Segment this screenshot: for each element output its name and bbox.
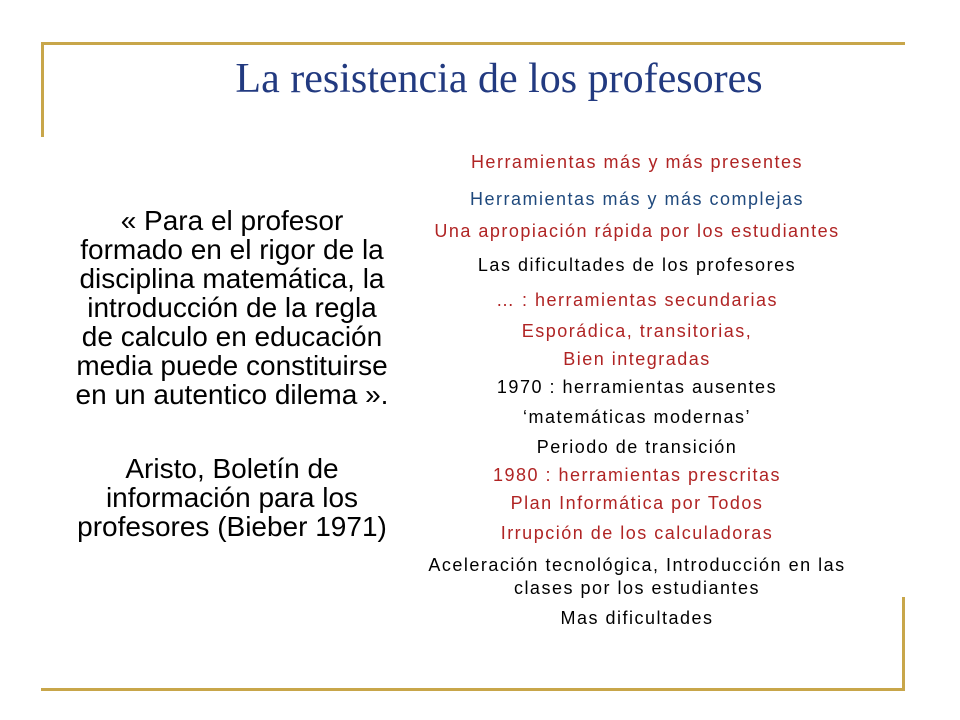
slide-title: La resistencia de los profesores <box>235 56 763 102</box>
point-item: Herramientas más y más complejas <box>469 189 805 209</box>
citation-line: Aristo, Boletín de <box>125 453 339 484</box>
point-item: Una apropiación rápida por los estudiantes <box>434 221 840 241</box>
point-item: Plan Informática por Todos <box>510 493 764 513</box>
right-rule <box>902 597 905 691</box>
quote-line: formado en el rigor de la <box>80 234 384 265</box>
quote-block <box>52 206 412 409</box>
point-item: 1980 : herramientas prescritas <box>492 465 782 485</box>
point-item: Mas dificultades <box>560 608 714 628</box>
point-item: ‘matemáticas modernas’ <box>522 407 752 427</box>
quote-line: de calculo en educación <box>81 321 383 352</box>
point-item: … : herramientas secundarias <box>495 290 779 310</box>
point-item: Las dificultades de los profesores <box>477 255 797 275</box>
quote-line: introducción de la regla <box>87 292 377 323</box>
points-list <box>412 0 862 720</box>
point-item: Herramientas más y más presentes <box>470 152 804 172</box>
citation-line: profesores (Bieber 1971) <box>77 511 387 542</box>
point-item: Aceleración tecnológica, Introducción en las clases por los estudiantes <box>428 555 846 598</box>
point-item: 1970 : herramientas ausentes <box>496 377 778 397</box>
citation-line: información para los <box>105 482 359 513</box>
citation-block <box>52 454 412 541</box>
point-item: Bien integradas <box>563 349 711 369</box>
point-item: Irrupción de los calculadoras <box>500 523 774 543</box>
quote-line: media puede constituirse <box>76 350 388 381</box>
quote-line: « Para el profesor <box>120 205 344 236</box>
point-item: Periodo de transición <box>536 437 738 457</box>
quote-line: disciplina matemática, la <box>79 263 385 294</box>
quote-line: en un autentico dilema ». <box>75 379 389 410</box>
point-item: Esporádica, transitorias, <box>521 321 753 341</box>
